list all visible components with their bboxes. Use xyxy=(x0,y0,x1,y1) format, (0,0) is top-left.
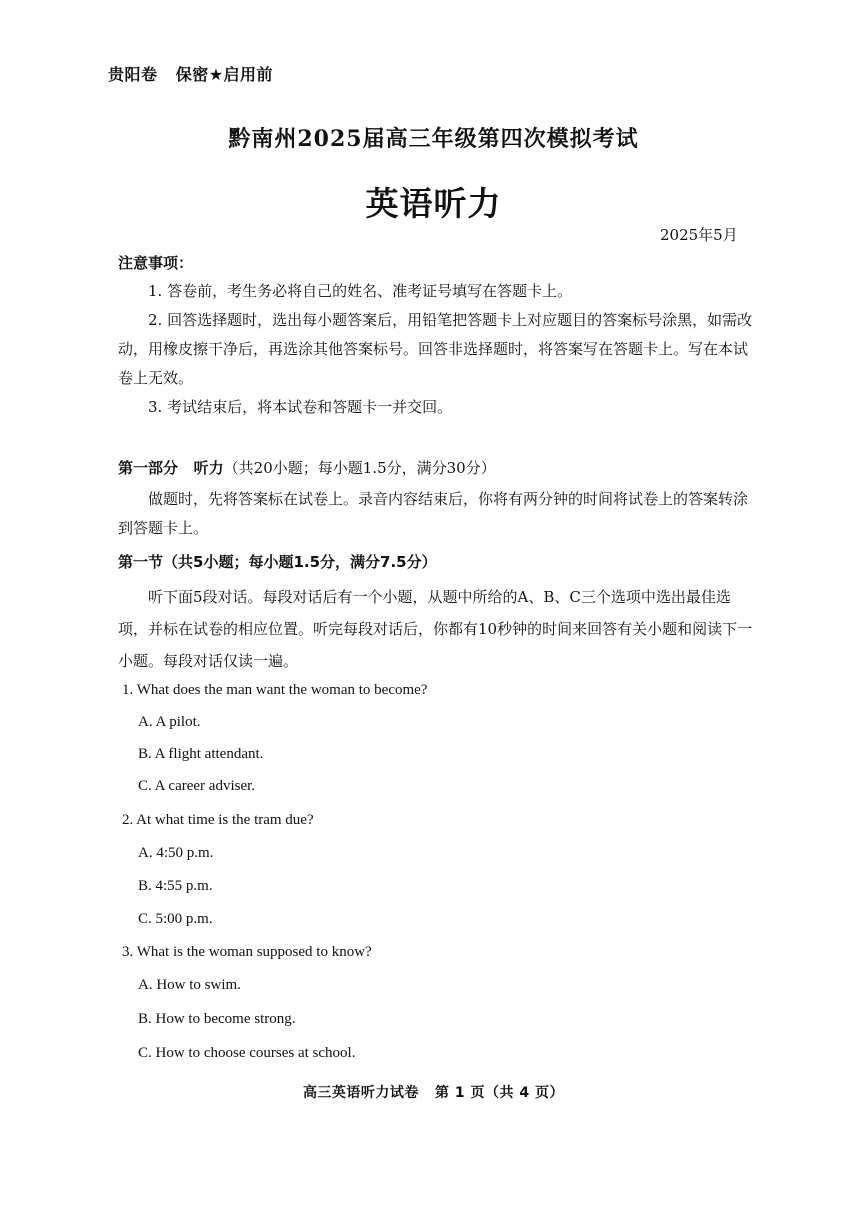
subject-title: 英语听力 xyxy=(365,184,502,223)
notes-heading: 注意事项： xyxy=(118,254,194,272)
question-stem: 3. What is the woman supposed to know? xyxy=(122,944,372,960)
note-item: 2. 回答选择题时，选出每小题答案后，用铅笔把答题卡上对应题目的答案标号涂黑，如需改动，用橡皮擦干净后，再选涂其他答案标号。回答非选择题时，将答案写在答题卡上。写在本试卷上无效。 xyxy=(118,311,753,387)
option-c: C. A career adviser. xyxy=(138,778,256,794)
part1-points: （共20小题；每小题1.5分，满分30分） xyxy=(223,459,496,477)
option-b: B. A flight attendant. xyxy=(138,746,264,762)
option-c: C. How to choose courses at school. xyxy=(138,1045,356,1061)
option-b: B. How to become strong. xyxy=(138,1011,296,1027)
confidentiality-tag: 贵阳卷 保密★启用前 xyxy=(108,65,274,84)
part1-title: 第一部分 听力 xyxy=(118,459,224,477)
option-c: C. 5:00 p.m. xyxy=(138,911,213,927)
notes-list xyxy=(118,277,753,422)
section1-instruction: 听下面5段对话。每段对话后有一个小题，从题中所给的A、B、C三个选项中选出最佳选项，并标在试卷的相应位置。听完每段对话后，你都有10秒钟的时间来回答有关小题和阅读下一小题。每段对话仅读一遍。 xyxy=(118,588,753,670)
section1-heading: 第一节（共5小题；每小题1.5分，满分7.5分） xyxy=(118,553,437,571)
page-footer: 高三英语听力试卷 第 1 页（共 4 页） xyxy=(302,1085,565,1101)
part1-heading xyxy=(118,457,496,478)
exam-date: 2025年5月 xyxy=(660,226,738,244)
note-item: 1. 答卷前，考生务必将自己的姓名、准考证号填写在答题卡上。 xyxy=(148,282,573,300)
option-a: A. A pilot. xyxy=(138,714,201,730)
exam-title: 黔南州2025届高三年级第四次模拟考试 xyxy=(228,126,639,152)
question-stem: 2. At what time is the tram due? xyxy=(122,812,314,828)
option-a: A. 4:50 p.m. xyxy=(138,845,214,861)
question-stem: 1. What does the man want the woman to become? xyxy=(122,682,428,698)
option-b: B. 4:55 p.m. xyxy=(138,878,213,894)
part1-instruction: 做题时，先将答案标在试卷上。录音内容结束后，你将有两分钟的时间将试卷上的答案转涂到答题卡上。 xyxy=(118,490,749,537)
note-item: 3. 考试结束后，将本试卷和答题卡一并交回。 xyxy=(148,398,453,416)
option-a: A. How to swim. xyxy=(138,977,241,993)
